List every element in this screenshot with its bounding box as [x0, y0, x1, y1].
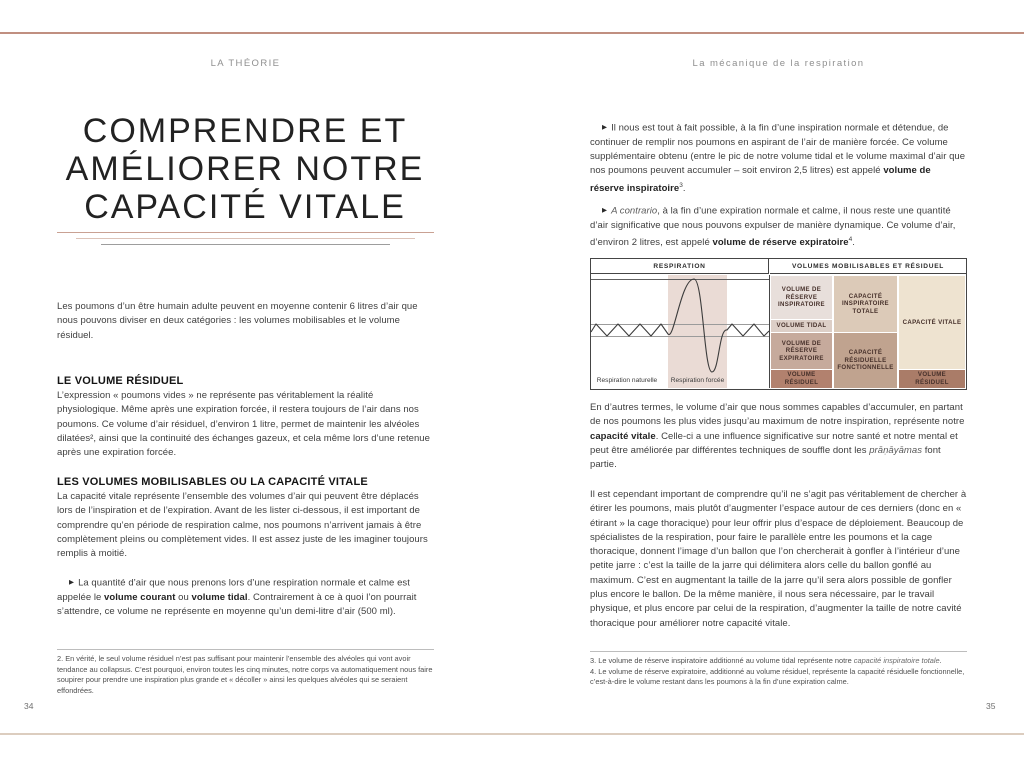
footnote-ref-4: 4: [848, 236, 853, 244]
page-title: [45, 112, 445, 226]
figure-block-volume-tidal: VOLUME TIDAL: [771, 320, 832, 332]
figure-block-volume-reserve-expiratoire: VOLUME DE RÉSERVE EXPIRATOIRE: [771, 333, 832, 369]
text-segment: .: [682, 182, 686, 194]
page-number-left: 34: [24, 701, 34, 711]
paragraph-ballon-jarre: Il est cependant important de comprendre qu’il ne s’agit pas véritablement de chercher à étirer les poumons, mais plutôt d’augmenter l’espace autour de ces derniers (donc en « étirant » la cage thoracique) pour leur offrir plus d’espace de déploiement. Beaucoup de spécialistes de la respiration, pour faire le parallèle entre les poumons et la cage thoracique, donnent l’image d’un ballon que l’on chercherait à gonfler à l’intérieur d’une petite jarre : c’est la taille de la jarre qui délimitera alors celle du ballon gonflé au maximum. C’est en augmentant la taille de la jarre qu’il sera alors possible de gonfler plus encore le ballon. De la même manière, il nous sera nécessaire, par le travail physique, et plus encore par celui de la respiration, d’augmenter la taille de notre cavité thoracique pour améliorer notre capacité vitale.: [590, 489, 967, 629]
text-segment: La quantité d’air que nous prenons lors d’une respiration normale et calme est appelée le: [57, 577, 410, 603]
text-segment: En d’autres termes, le volume d’air que nous sommes capables d’accumuler, en partant de nos poumons les plus vides jusqu’au maximum de notre inspiration, représente notre: [590, 402, 965, 428]
running-header-right: La mécanique de la respiration: [692, 58, 865, 69]
top-rule: [0, 32, 1024, 34]
page-title-line-1: COMPRENDRE ET: [82, 112, 408, 150]
italic-pranayamas: prāṇāyāmas: [869, 444, 922, 456]
figure-block-volume-residuel-2: VOLUME RÉSIDUEL: [899, 370, 965, 388]
paragraph-reserve-inspiratoire: [590, 121, 967, 196]
bottom-rule: [0, 733, 1024, 735]
bullet-triangle-icon: ▶: [602, 124, 608, 131]
bullet-triangle-icon: ▶: [602, 207, 608, 214]
footnote-rule-right: [590, 651, 967, 652]
bold-volume-courant: volume courant: [104, 591, 176, 603]
bold-volume-tidal: volume tidal: [191, 591, 248, 603]
text-segment: ou: [175, 591, 192, 603]
title-underline-2: [76, 238, 415, 239]
xlabel-respiration-forcee: Respiration forcée: [670, 376, 725, 384]
figure-wave-panel: [591, 275, 770, 388]
running-header-left: LA THÉORIE: [210, 58, 281, 69]
figure-header-volumes: VOLUMES MOBILISABLES ET RÉSIDUEL: [770, 259, 966, 274]
section-heading-volume-residuel: LE VOLUME RÉSIDUEL: [57, 375, 184, 387]
paragraph-volume-residuel: L’expression « poumons vides » ne représente pas véritablement la réalité physiologique. Même après une expiration forcée, il restera toujours de l’air dans nos poumons. Ce volume d’air résiduel, d’environ 1 litre, permet de maintenir les alvéoles dilatées², ainsi que la continuité des échanges gazeux, et cela même lors d’une retenue après une expiration forcée.: [57, 390, 430, 459]
footnotes-right: [590, 656, 975, 688]
paragraph-volumes-mobilisables: La capacité vitale représente l’ensemble des volumes d’air qui peuvent être déplacés lors de l’inspiration et de l’expiration. Avant de les lister ci-dessous, il est important de comprendre qu’en période de respiration calme, nos poumons n’arrivent jamais à être complètement pleins ou complètement vides. Il est assez juste de les imaginer toujours remplis à moitié.: [57, 491, 428, 560]
figure-block-volume-reserve-inspiratoire: VOLUME DE RÉSERVE INSPIRATOIRE: [771, 276, 832, 319]
respiration-volumes-figure: [590, 258, 967, 390]
text-segment: Il nous est tout à fait possible, à la fin d’une inspiration normale et détendue, de continuer de remplir nos poumons en aspirant de l’air de manière forcée. Ce volume supplémentaire obtenu (entre le pic de notre volume tidal et le volume maximal d’air que nos poumons peuvent accumuler – soit environ 2,5 litres) est appelé: [590, 122, 966, 177]
paragraph-volume-courant: [57, 576, 434, 619]
respiration-wave: [591, 275, 769, 388]
figure-block-capacite-inspiratoire-totale: CAPACITÉ INSPIRATOIRE TOTALE: [834, 276, 897, 332]
title-underline-3: [101, 244, 390, 245]
italic-capacite-inspiratoire-totale: capacité inspiratoire totale: [853, 656, 940, 665]
paragraph-capacite-vitale: [590, 401, 967, 472]
page-title-line-3: CAPACITÉ VITALE: [84, 188, 406, 226]
bold-volume-reserve-inspiratoire: volume de réserve inspiratoire: [590, 165, 931, 194]
footnote-3: [590, 656, 942, 665]
text-segment: .: [939, 656, 942, 665]
text-segment: . Celle-ci a une influence significative sur notre santé et notre mental et peut être améliorée par différentes techniques de souffle dont les: [590, 430, 958, 456]
figure-block-capacite-residuelle-fonctionnelle: CAPACITÉ RÉSIDUELLE FONCTIONNELLE: [834, 333, 897, 388]
figure-blocks-panel: [770, 275, 966, 388]
bold-volume-reserve-expiratoire: volume de réserve expiratoire: [712, 237, 849, 249]
footnote-4: 4. Le volume de réserve expiratoire, additionné au volume résiduel, représente la capacité résiduelle fonctionnelle, c’est-à-dire le volume restant dans les poumons à la fin d’une expiration calme.: [590, 666, 965, 687]
bullet-triangle-icon: ▶: [69, 579, 75, 586]
figure-header-respiration: RESPIRATION: [591, 259, 769, 274]
section-heading-volumes-mobilisables: LES VOLUMES MOBILISABLES OU LA CAPACITÉ VITALE: [57, 476, 368, 488]
text-segment: . Contrairement à ce à quoi l’on pourrait s’attendre, ce volume ne représente en moyenne qu’un demi-litre d’air (500 ml).: [57, 591, 417, 618]
text-segment: , à la fin d’une expiration normale et calme, il nous reste une quantité d’air significative que nous pouvons expulser de manière dynamique. Ce volume d’air, d’environ 2 litres, est appelé: [590, 205, 956, 249]
text-segment: 3. Le volume de réserve inspiratoire additionné au volume tidal représente notre: [590, 656, 854, 665]
xlabel-respiration-naturelle: Respiration naturelle: [596, 376, 658, 384]
footnote-ref-3: 3: [679, 181, 683, 189]
page-number-right: 35: [986, 701, 996, 711]
text-segment: .: [852, 237, 855, 249]
bold-capacite-vitale: capacité vitale: [590, 430, 656, 442]
paragraph-reserve-expiratoire: [590, 204, 967, 251]
text-segment: font partie.: [590, 444, 941, 471]
italic-a-contrario: A contrario: [611, 205, 658, 217]
page-title-line-2: AMÉLIORER NOTRE: [65, 150, 425, 188]
figure-block-capacite-vitale: CAPACITÉ VITALE: [899, 276, 965, 369]
footnote-2: 2. En vérité, le seul volume résiduel n’est pas suffisant pour maintenir l’ensemble des alvéoles qui vont avoir tendance au collapsus. C’est pourquoi, environ toutes les cinq minutes, notre corps va automatiquement nous faire soupirer pour prendre une inspiration plus grande et « décoller » ainsi les quelques alvéoles qui se seraient effondrées.: [57, 654, 433, 695]
figure-block-volume-residuel-1: VOLUME RÉSIDUEL: [771, 370, 832, 388]
intro-paragraph: Les poumons d’un être humain adulte peuvent en moyenne contenir 6 litres d’air que nous pouvons diviser en deux catégories : les volumes mobilisables et le volume résiduel.: [57, 301, 418, 341]
footnote-rule-left: [57, 649, 434, 650]
title-underline-1: [57, 232, 434, 233]
